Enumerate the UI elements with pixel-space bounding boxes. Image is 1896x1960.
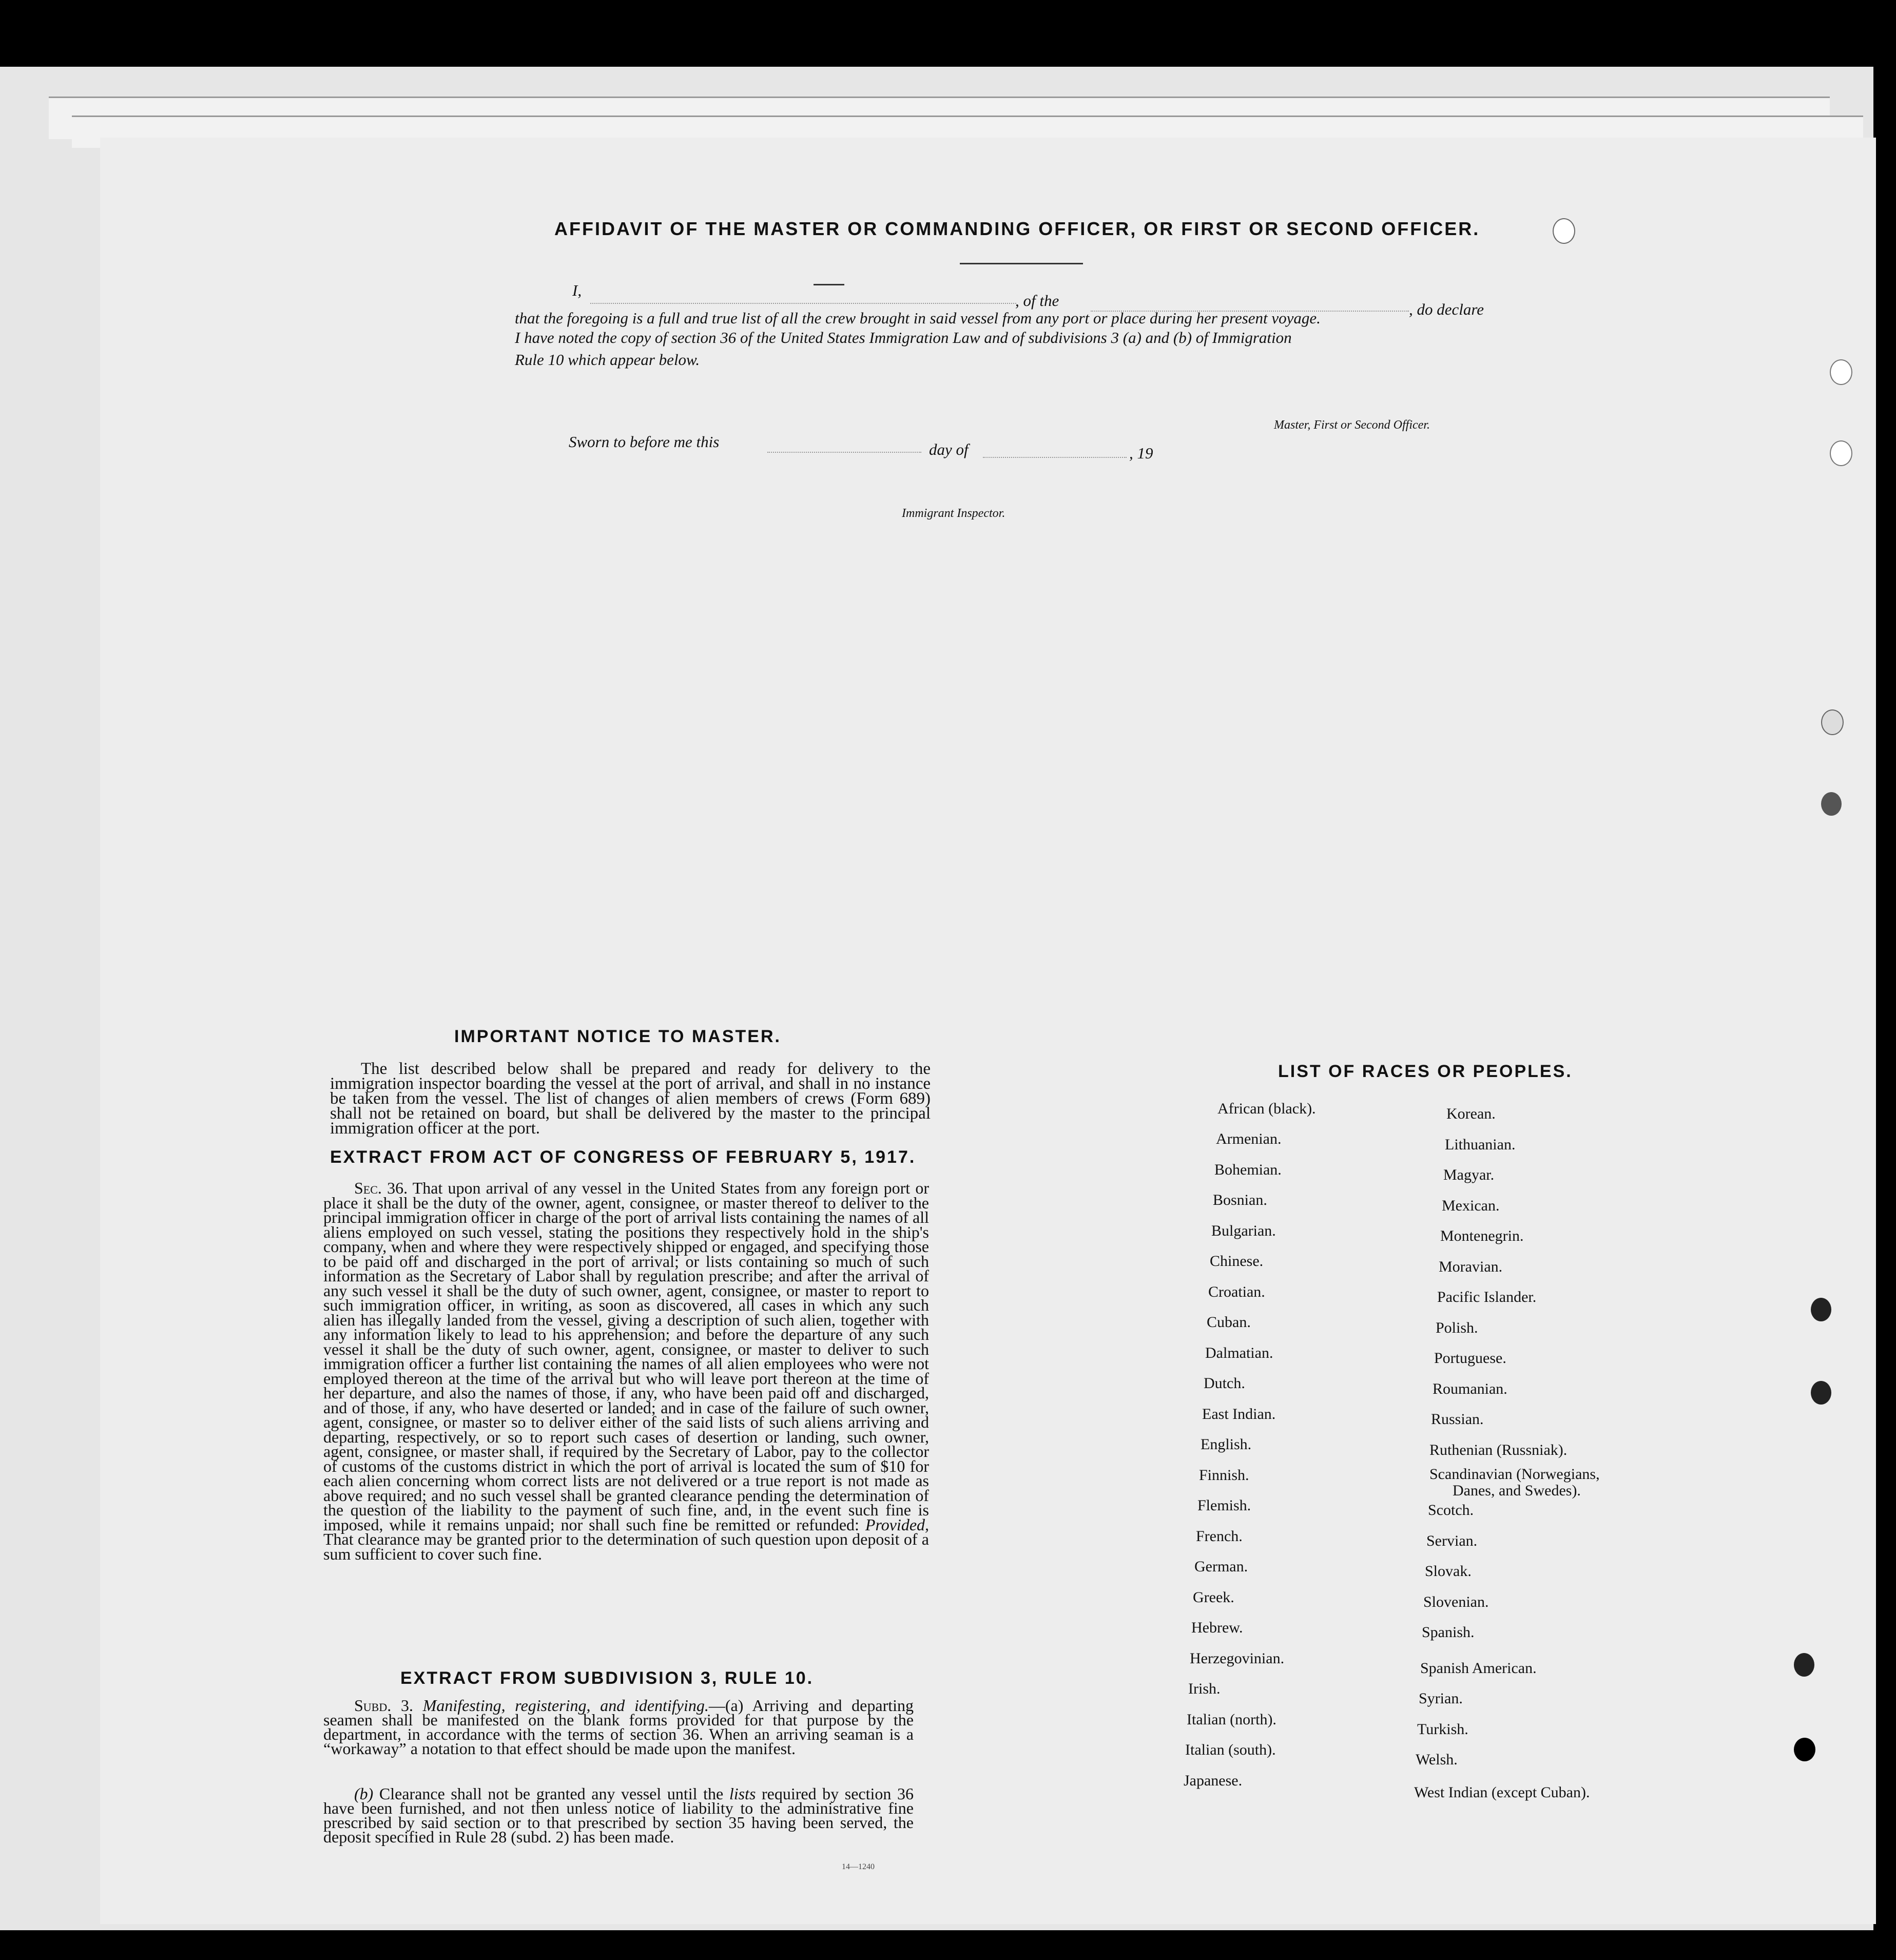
- race-left: Dalmatian.: [1205, 1344, 1273, 1361]
- race-left: Japanese.: [1184, 1772, 1243, 1789]
- rule-b-lists: lists: [729, 1784, 756, 1803]
- sworn-month-line: [983, 457, 1127, 458]
- race-left: Bosnian.: [1213, 1192, 1267, 1208]
- race-right: Moravian.: [1439, 1258, 1503, 1275]
- notice-title: IMPORTANT NOTICE TO MASTER.: [454, 1027, 781, 1046]
- act-body: [323, 1181, 929, 1561]
- race-left: Italian (north).: [1187, 1711, 1276, 1728]
- binder-hole: [1794, 1738, 1815, 1761]
- race-right: Montenegrin.: [1440, 1227, 1524, 1244]
- races-title: LIST OF RACES OR PEOPLES.: [1278, 1062, 1573, 1081]
- race-right: Welsh.: [1416, 1751, 1458, 1768]
- race-right: Pacific Islander.: [1437, 1289, 1537, 1305]
- rule-para-b: [323, 1786, 914, 1844]
- race-left: Cuban.: [1207, 1314, 1251, 1331]
- race-left: Croatian.: [1208, 1283, 1265, 1300]
- race-left: French.: [1196, 1528, 1243, 1545]
- race-right: Scotch.: [1428, 1502, 1474, 1519]
- rule-para-a: [323, 1698, 914, 1756]
- race-left: English.: [1201, 1436, 1252, 1453]
- race-right: Korean.: [1446, 1105, 1496, 1122]
- race-right: Portuguese.: [1434, 1350, 1506, 1367]
- race-right: Turkish.: [1417, 1721, 1468, 1738]
- race-right: West Indian (except Cuban).: [1414, 1784, 1590, 1801]
- binder-hole: [1830, 440, 1852, 466]
- race-right: Lithuanian.: [1445, 1136, 1516, 1153]
- act-text: That upon arrival of any vessel in the United States from any foreign port or place it shall be the duty of the owner, agent, consignee, or master thereof to deliver to the principal immigration officer in charge of the port of arrival lists containing the names of all aliens employed on such vessel, stating the positions they respectively hold in the ship's company, when and where they were respectively shipped or engaged, and specifying those to be paid off and discharged in the port of arrival; or lists containing so much of such information as the Secretary of Labor shall by regulation prescribe; and after the arrival of any such vessel it shall be the duty of such owner, agent, consignee, or master to report to such immigration officer, in writing, as soon as discovered, all cases in which any such alien has illegally landed from the vessel, giving a description of such alien, together with any information likely to lead to his apprehension; and before the departure of any such vessel it shall be the duty of such owner, agent, consignee, or master to deliver to such immigration officer a further list containing the names of all alien employees who were not employed thereon at the time of the arrival but who will leave port thereon at the time of her departure, and also the names of those, if any, who have been paid off and discharged, and of those, if any, who have deserted or landed; and in case of the failure of such owner, agent, consignee, or master so to deliver either of the said lists of such aliens arriving and departing, respectively, or so to report such cases of desertion or landing, such owner, agent, consignee, or master shall, if required by the Secretary of Labor, pay to the collector of customs of the customs district in which the port of arrival is located the sum of $10 for each alien concerning whom correct lists are not delivered or a true report is not made as above required; and no such vessel shall be granted clearance pending the determination of the question of the liability to the payment of such fine, and, in the event such fine is imposed, while it remains unpaid; nor shall such fine be remitted or refunded:: [323, 1179, 929, 1534]
- race-left: Italian (south).: [1185, 1741, 1276, 1758]
- race-left: Finnish.: [1199, 1467, 1249, 1484]
- affidavit-line4: Rule 10 which appear below.: [515, 351, 700, 369]
- inspector-label: Immigrant Inspector.: [902, 507, 1005, 520]
- sworn-label: Sworn to before me this: [569, 433, 720, 451]
- affidavit-line3: I have noted the copy of section 36 of the United States Immigration Law and of subdivisions 3 (a) and (b) of Immigration: [515, 329, 1292, 347]
- affidavit-of-the: , of the: [1015, 292, 1059, 310]
- race-right: Ruthenian (Russniak).: [1429, 1442, 1568, 1458]
- race-left: Greek.: [1193, 1589, 1234, 1606]
- act-sec-label: Sec. 36.: [354, 1179, 408, 1197]
- rule-title: EXTRACT FROM SUBDIVISION 3, RULE 10.: [400, 1668, 814, 1688]
- print-code: 14—1240: [842, 1862, 875, 1871]
- race-right: Scandinavian (Norwegians,: [1429, 1466, 1600, 1483]
- act-provided: Provided,: [865, 1515, 930, 1534]
- act-text-end: That clearance may be granted prior to the determination of such question upon deposit of a sum sufficient to cover such fine.: [323, 1530, 929, 1563]
- race-left: Irish.: [1188, 1680, 1221, 1697]
- rule-subd-heading: Manifesting, registering, and identifying.: [422, 1696, 709, 1715]
- rule-subd-label: Subd. 3.: [354, 1696, 413, 1715]
- race-left: German.: [1194, 1558, 1248, 1575]
- rule-para-a-text: —(a) Arriving and departing seamen shall be manifested on the blank forms provided for that purpose by the department, in accordance with the terms of section 36. When an arriving seaman is a “workaway” a notation to that effect should be made upon the manifest.: [323, 1696, 914, 1758]
- race-left: Dutch.: [1204, 1375, 1245, 1392]
- race-right: Slovenian.: [1423, 1593, 1489, 1610]
- rule-b-pre: Clearance shall not be granted any vessel until the: [379, 1784, 724, 1803]
- race-left: Bulgarian.: [1211, 1222, 1276, 1239]
- race-left: Bohemian.: [1214, 1161, 1282, 1178]
- affidavit-line2: that the foregoing is a full and true list of all the crew brought in said vessel from any port or place during her present voyage.: [515, 309, 1321, 327]
- affidavit-title: AFFIDAVIT OF THE MASTER OR COMMANDING OFFICER, OR FIRST OR SECOND OFFICER.: [554, 218, 1480, 239]
- binder-hole: [1811, 1298, 1831, 1321]
- race-right: Slovak.: [1425, 1563, 1472, 1580]
- race-right: Mexican.: [1442, 1197, 1500, 1214]
- binder-hole: [1821, 709, 1844, 735]
- race-left: Chinese.: [1210, 1253, 1264, 1270]
- race-left: African (black).: [1217, 1100, 1316, 1117]
- race-right: Syrian.: [1419, 1690, 1463, 1707]
- rule-b-post: required by section 36 have been furnished, and not then unless notice of liability to the administrative fine prescribed by said section or to that prescribed by section 35 having been served, the deposit specified in Rule 28 (subd. 2) has been made.: [323, 1784, 914, 1846]
- race-left: East Indian.: [1202, 1406, 1276, 1423]
- name-line: [590, 303, 1016, 304]
- notice-body: The list described below shall be prepared and ready for delivery to the immigration inspector boarding the vessel at the port of arrival, and shall in no instance be taken from the vessel. The list of changes of alien members of crews (Form 689) shall not be retained on board, but shall be delivered by the master to the principal immigration officer at the port.: [330, 1060, 931, 1138]
- race-right: Spanish.: [1422, 1624, 1475, 1641]
- race-right: Roumanian.: [1433, 1380, 1507, 1397]
- binder-hole: [1830, 359, 1852, 385]
- binder-hole: [1811, 1381, 1831, 1405]
- sworn-day-line: [767, 452, 921, 453]
- year-label: , 19: [1129, 444, 1153, 462]
- race-right: Polish.: [1436, 1319, 1478, 1336]
- race-left: Hebrew.: [1191, 1619, 1243, 1636]
- race-right: Danes, and Swedes).: [1453, 1482, 1581, 1499]
- binder-hole: [1821, 792, 1842, 816]
- form-page: [100, 138, 1876, 1924]
- race-right: Magyar.: [1443, 1166, 1495, 1183]
- race-right: Russian.: [1431, 1411, 1484, 1428]
- race-left: Flemish.: [1197, 1497, 1251, 1514]
- race-left: Herzegovinian.: [1190, 1650, 1285, 1667]
- affidavit-do-declare: , do declare: [1409, 300, 1484, 318]
- day-of-label: day of: [929, 440, 969, 458]
- binder-hole: [1794, 1653, 1814, 1677]
- race-left: Armenian.: [1216, 1130, 1282, 1147]
- race-right: Servian.: [1426, 1532, 1478, 1549]
- race-right: Spanish American.: [1420, 1660, 1537, 1677]
- dash-mark: [814, 284, 844, 285]
- act-title: EXTRACT FROM ACT OF CONGRESS OF FEBRUARY 5, 1917.: [330, 1147, 916, 1167]
- rule-b-label: (b): [354, 1784, 374, 1803]
- binder-hole: [1553, 218, 1575, 244]
- title-underline: [960, 263, 1083, 264]
- affidavit-i-label: I,: [572, 281, 582, 299]
- officer-signature-label: Master, First or Second Officer.: [1274, 418, 1430, 432]
